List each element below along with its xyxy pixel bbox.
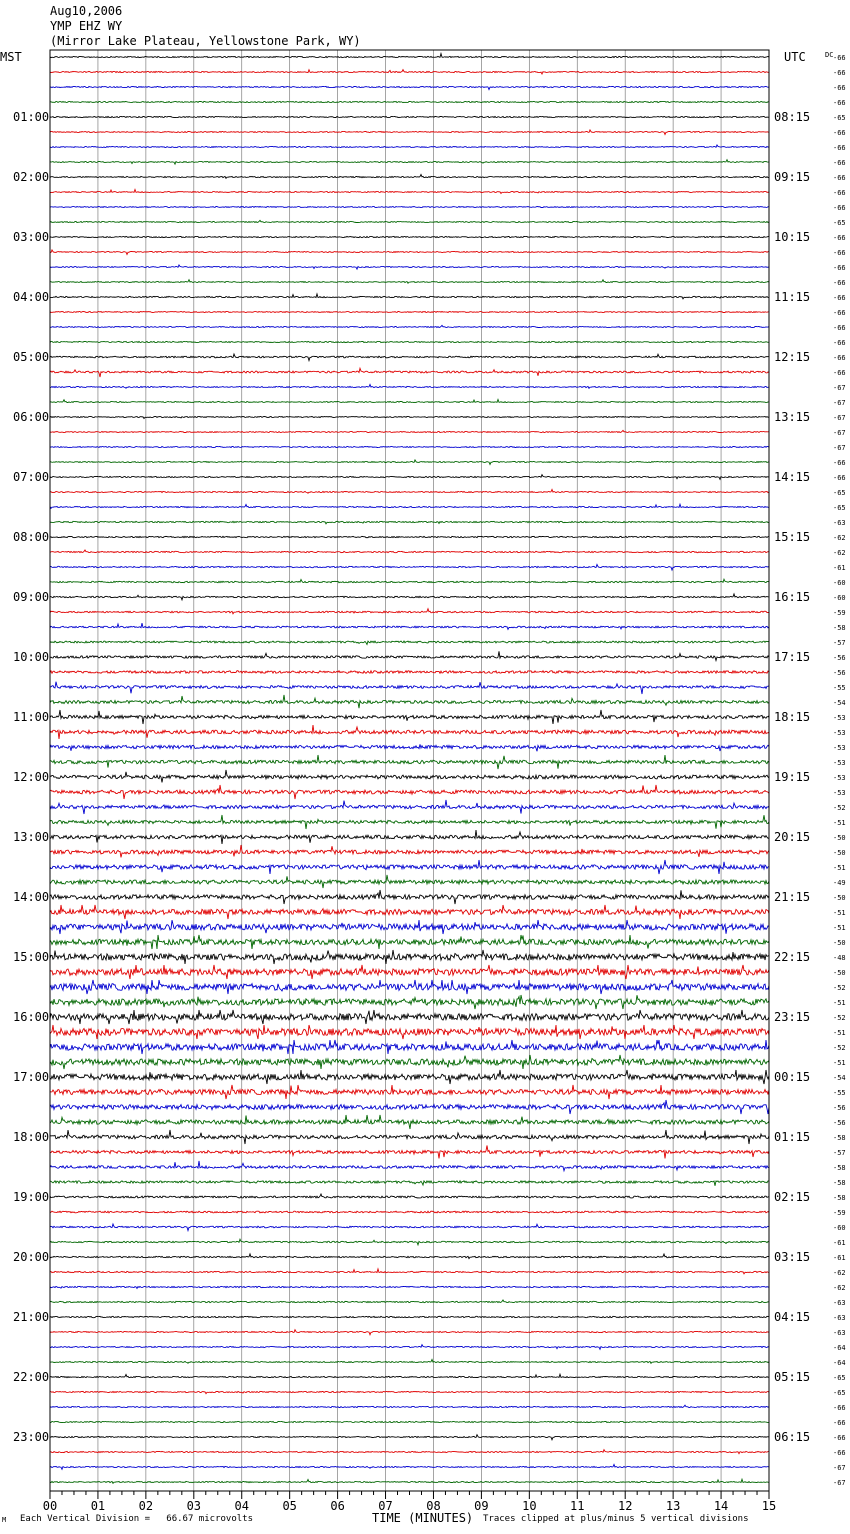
dc-offset-label: -53 <box>833 714 846 722</box>
seismic-trace <box>50 1345 769 1350</box>
seismic-trace <box>50 1359 769 1363</box>
seismic-trace <box>50 1145 769 1158</box>
dc-offset-label: -67 <box>833 429 846 437</box>
dc-offset-label: -66 <box>833 294 846 302</box>
dc-offset-label: -66 <box>833 324 846 332</box>
dc-offset-label: -66 <box>833 249 846 257</box>
mst-hour-label: 16:00 <box>13 1010 50 1024</box>
dc-offset-label: -66 <box>833 99 846 107</box>
dc-offset-label: -55 <box>833 1089 846 1097</box>
mst-hour-label: 17:00 <box>13 1070 50 1084</box>
dc-offset-label: -48 <box>833 954 846 962</box>
dc-offset-label: -61 <box>833 564 846 572</box>
dc-offset-label: -66 <box>833 1434 846 1442</box>
seismic-trace <box>50 368 769 377</box>
dc-offset-label: -51 <box>833 909 846 917</box>
x-tick-label: 05 <box>282 1499 297 1513</box>
dc-offset-label: -66 <box>833 279 846 287</box>
seismic-trace <box>50 504 769 508</box>
mst-hour-label: 18:00 <box>13 1130 50 1144</box>
utc-hour-label: 20:15 <box>774 830 811 844</box>
seismic-trace <box>50 1161 769 1171</box>
station-code: YMP EHZ WY <box>50 19 123 33</box>
dc-offset-label: -49 <box>833 879 846 887</box>
utc-hour-label: 00:15 <box>774 1070 811 1084</box>
seismic-trace <box>50 1224 769 1231</box>
mst-hour-label: 04:00 <box>13 290 50 304</box>
seismic-trace <box>50 190 769 194</box>
dc-offset-label: -66 <box>833 339 846 347</box>
seismic-trace <box>50 1194 769 1198</box>
seismic-trace <box>50 1286 769 1288</box>
mst-hour-label: 19:00 <box>13 1190 50 1204</box>
dc-offset-label: -67 <box>833 399 846 407</box>
dc-offset-label: -61 <box>833 1239 846 1247</box>
mst-hour-label: 08:00 <box>13 530 50 544</box>
seismic-trace <box>50 70 769 74</box>
x-tick-label: 07 <box>378 1499 393 1513</box>
seismic-trace <box>50 1269 769 1274</box>
seismic-trace <box>50 325 769 327</box>
seismic-trace <box>50 1405 769 1407</box>
mst-hour-label: 06:00 <box>13 410 50 424</box>
x-tick-label: 03 <box>186 1499 202 1513</box>
mst-hour-label: 22:00 <box>13 1370 50 1384</box>
utc-hour-label: 21:15 <box>774 890 811 904</box>
dc-offset-label: -65 <box>833 504 846 512</box>
seismic-trace <box>50 785 769 799</box>
x-tick-label: 06 <box>330 1499 345 1513</box>
scale-note: Each Vertical Division = 66.67 microvolts <box>20 1514 253 1524</box>
dc-offset-label: -54 <box>833 1074 846 1082</box>
seismic-trace <box>50 116 769 117</box>
dc-offset-label: -61 <box>833 1254 846 1262</box>
seismic-trace <box>50 623 769 629</box>
seismic-trace <box>50 294 769 299</box>
dc-offset-label: -53 <box>833 759 846 767</box>
utc-hour-label: 15:15 <box>774 530 811 544</box>
utc-hour-label: 09:15 <box>774 170 811 184</box>
dc-offset-label: -52 <box>833 1014 846 1022</box>
dc-offset-label: -57 <box>833 639 846 647</box>
dc-offset-label: -50 <box>833 939 846 947</box>
seismic-trace <box>50 354 769 361</box>
seismic-trace <box>50 671 769 674</box>
seismic-traces <box>50 54 769 1484</box>
station-location: (Mirror Lake Plateau, Yellowstone Park, WY) <box>50 34 361 48</box>
utc-hour-label: 19:15 <box>774 770 811 784</box>
seismic-trace <box>50 641 769 644</box>
utc-hour-label: 10:15 <box>774 230 811 244</box>
seismic-trace <box>50 206 769 207</box>
seismic-trace <box>50 965 769 979</box>
seismic-trace <box>50 1374 769 1378</box>
seismic-trace <box>50 1040 769 1054</box>
utc-hour-label: 05:15 <box>774 1370 811 1384</box>
seismic-trace <box>50 536 769 537</box>
seismic-trace <box>50 1479 769 1483</box>
x-axis <box>43 1491 776 1513</box>
seismic-trace <box>50 651 769 660</box>
seismic-trace <box>50 341 769 342</box>
seismic-trace <box>50 550 769 553</box>
seismic-trace <box>50 1085 769 1099</box>
dc-offset-label: -67 <box>833 444 846 452</box>
time-grid <box>98 50 721 1491</box>
dc-offset-label: -66 <box>833 69 846 77</box>
dc-offset-label: -50 <box>833 894 846 902</box>
dc-offset-label: -56 <box>833 1119 846 1127</box>
x-tick-label: 09 <box>474 1499 489 1513</box>
seismic-trace <box>50 875 769 888</box>
dc-offset-label: -63 <box>833 1314 846 1322</box>
utc-hour-label: 14:15 <box>774 470 811 484</box>
seismic-trace <box>50 594 769 600</box>
utc-hour-label: 13:15 <box>774 410 811 424</box>
seismic-trace <box>50 725 769 739</box>
dc-offset-label: -65 <box>833 489 846 497</box>
seismic-trace <box>50 609 769 614</box>
seismic-trace <box>50 101 769 102</box>
seismic-trace <box>50 1330 769 1335</box>
seismic-trace <box>50 174 769 178</box>
dc-offset-label: -59 <box>833 609 846 617</box>
left-axis-title: MST <box>0 50 22 64</box>
mst-hour-label: 23:00 <box>13 1430 50 1444</box>
seismic-trace <box>50 1316 769 1317</box>
dc-offset-label: -51 <box>833 999 846 1007</box>
dc-offset-label: -62 <box>833 549 846 557</box>
dc-offset-label: -51 <box>833 1059 846 1067</box>
dc-offset-label: -56 <box>833 1104 846 1112</box>
seismic-trace <box>50 1464 769 1469</box>
dc-offset-label: -67 <box>833 1479 846 1487</box>
seismic-trace <box>50 1239 769 1245</box>
seismic-trace <box>50 236 769 237</box>
dc-offset-label: -66 <box>833 84 846 92</box>
seismic-trace <box>50 460 769 465</box>
dc-offset-label: -53 <box>833 774 846 782</box>
seismic-trace <box>50 384 769 388</box>
utc-hour-label: 23:15 <box>774 1010 811 1024</box>
mst-hour-label: 20:00 <box>13 1250 50 1264</box>
dc-offset-label: -66 <box>833 1404 846 1412</box>
dc-offset-label: -66 <box>833 204 846 212</box>
seismic-trace <box>50 54 769 58</box>
mst-hour-label: 02:00 <box>13 170 50 184</box>
seismic-trace <box>50 1391 769 1393</box>
dc-offset-label: -55 <box>833 684 846 692</box>
mst-hour-label: 10:00 <box>13 650 50 664</box>
x-tick-label: 15 <box>761 1499 777 1513</box>
dc-offset-label: -58 <box>833 1164 846 1172</box>
seismic-trace <box>50 935 769 949</box>
seismic-trace <box>50 1211 769 1213</box>
mst-hour-label: 14:00 <box>13 890 50 904</box>
seismic-trace <box>50 1010 769 1024</box>
dc-offset-label: -62 <box>833 1284 846 1292</box>
seismic-trace <box>50 1070 769 1084</box>
dc-offset-label: -62 <box>833 534 846 542</box>
seismic-trace <box>50 311 769 312</box>
dc-offset-label: -59 <box>833 1209 846 1217</box>
seismic-trace <box>50 1300 769 1303</box>
dc-offset-label: -65 <box>833 1389 846 1397</box>
mst-hour-label: 13:00 <box>13 830 50 844</box>
seismic-trace <box>50 130 769 135</box>
mst-hour-label: 11:00 <box>13 710 50 724</box>
dc-offset-label: -50 <box>833 969 846 977</box>
x-tick-label: 14 <box>713 1499 729 1513</box>
dc-offset-label: -66 <box>833 129 846 137</box>
dc-offset-label: -52 <box>833 1044 846 1052</box>
utc-hour-label: 17:15 <box>774 650 811 664</box>
seismic-trace <box>50 400 769 403</box>
seismic-trace <box>50 950 769 964</box>
utc-hour-label: 06:15 <box>774 1430 811 1444</box>
dc-offset-label: -66 <box>833 189 846 197</box>
seismic-trace <box>50 1435 769 1440</box>
seismic-trace <box>50 920 769 934</box>
seismic-trace <box>50 145 769 148</box>
mst-hour-label: 09:00 <box>13 590 50 604</box>
seismic-trace <box>50 1115 769 1129</box>
dc-offset-label: -51 <box>833 819 846 827</box>
dc-offset-label: -56 <box>833 654 846 662</box>
utc-hour-label: 18:15 <box>774 710 811 724</box>
seismic-trace <box>50 890 769 904</box>
seismic-trace <box>50 446 769 447</box>
mst-hour-label: 01:00 <box>13 110 50 124</box>
dc-offset-label: -67 <box>833 384 846 392</box>
dc-offset-label: -53 <box>833 789 846 797</box>
seismic-trace <box>50 830 769 844</box>
dc-offset-label: -65 <box>833 219 846 227</box>
dc-offset-label: -64 <box>833 1359 846 1367</box>
seismic-trace <box>50 744 769 751</box>
seismic-trace <box>50 1025 769 1039</box>
seismic-trace <box>50 1181 769 1186</box>
dc-offset-label: -52 <box>833 984 846 992</box>
x-tick-label: 12 <box>617 1499 633 1513</box>
dc-offset-label: -66 <box>833 459 846 467</box>
corner-mark: M <box>2 1516 7 1524</box>
dc-offset-label: -62 <box>833 1269 846 1277</box>
seismic-trace <box>50 755 769 769</box>
utc-hour-label: 08:15 <box>774 110 811 124</box>
x-tick-label: 01 <box>90 1499 106 1513</box>
utc-hour-label: 11:15 <box>774 290 811 304</box>
dc-offset-label: -63 <box>833 519 846 527</box>
seismic-trace <box>50 220 769 222</box>
seismic-trace <box>50 579 769 583</box>
dc-offset-label: -66 <box>833 1419 846 1427</box>
x-tick-label: 02 <box>138 1499 154 1513</box>
dc-offset-label: -60 <box>833 579 846 587</box>
seismic-trace <box>50 995 769 1009</box>
plot-frame <box>50 50 769 1491</box>
seismic-trace <box>50 1450 769 1454</box>
dc-offset-label: -57 <box>833 1149 846 1157</box>
seismic-trace <box>50 160 769 164</box>
seismic-trace <box>50 770 769 782</box>
dc-offset-label: -66 <box>833 174 846 182</box>
seismic-trace <box>50 1421 769 1422</box>
dc-offset-label: -66 <box>833 234 846 242</box>
dc-offset-label: -58 <box>833 1194 846 1202</box>
seismic-trace <box>50 1254 769 1259</box>
seismic-trace <box>50 489 769 493</box>
mst-hour-label: 15:00 <box>13 950 50 964</box>
dc-offset-label: -64 <box>833 1344 846 1352</box>
dc-offset-label: -66 <box>833 54 846 62</box>
seismic-trace <box>50 430 769 432</box>
utc-hour-label: 01:15 <box>774 1130 811 1144</box>
dc-offset-label: -53 <box>833 744 846 752</box>
seismic-trace <box>50 815 769 829</box>
dc-offset-label: -58 <box>833 1179 846 1187</box>
dc-offset-label: -66 <box>833 369 846 377</box>
dc-offset-label: -67 <box>833 1464 846 1472</box>
mst-hour-label: 05:00 <box>13 350 50 364</box>
mst-hour-label: 21:00 <box>13 1310 50 1324</box>
dc-offset-label: -63 <box>833 1329 846 1337</box>
seismic-trace <box>50 905 769 919</box>
x-tick-label: 08 <box>426 1499 441 1513</box>
dc-offset-label: -63 <box>833 1299 846 1307</box>
seismic-trace <box>50 980 769 994</box>
dc-offset-label: -66 <box>833 264 846 272</box>
seismic-trace <box>50 521 769 524</box>
utc-hour-label: 02:15 <box>774 1190 811 1204</box>
seismic-trace <box>50 1100 769 1114</box>
mst-hour-label: 03:00 <box>13 230 50 244</box>
utc-hour-label: 03:15 <box>774 1250 811 1264</box>
seismic-trace <box>50 710 769 724</box>
dc-offset-label: -60 <box>833 594 846 602</box>
seismic-trace <box>50 682 769 694</box>
dc-offset-label: -51 <box>833 924 846 932</box>
x-axis-title: TIME (MINUTES) <box>372 1511 474 1525</box>
seismic-trace <box>50 695 769 708</box>
dc-offset-label: -65 <box>833 1374 846 1382</box>
x-tick-label: 10 <box>522 1499 537 1513</box>
dc-offset-label: -54 <box>833 699 846 707</box>
utc-hour-label: 22:15 <box>774 950 811 964</box>
dc-offset-label: -66 <box>833 1449 846 1457</box>
utc-hour-label: 04:15 <box>774 1310 811 1324</box>
seismic-trace <box>50 250 769 255</box>
seismic-trace <box>50 860 769 874</box>
dc-offset-label: -60 <box>833 1224 846 1232</box>
seismic-trace <box>50 86 769 89</box>
clip-note: Traces clipped at plus/minus 5 vertical divisions <box>483 1514 749 1524</box>
seismic-trace <box>50 475 769 480</box>
x-tick-label: 00 <box>42 1499 58 1513</box>
x-tick-label: 04 <box>234 1499 249 1513</box>
seismic-trace <box>50 1130 769 1144</box>
mst-hour-label: 07:00 <box>13 470 50 484</box>
seismic-trace <box>50 1055 769 1069</box>
dc-offset-label: -51 <box>833 864 846 872</box>
seismic-trace <box>50 564 769 570</box>
dc-offset-label: -66 <box>833 309 846 317</box>
right-axis-title: UTC <box>784 50 806 64</box>
seismic-trace <box>50 800 769 814</box>
mst-hour-label: 12:00 <box>13 770 50 784</box>
seismic-trace <box>50 416 769 418</box>
dc-offset-label: -58 <box>833 624 846 632</box>
dc-offset-label: -66 <box>833 354 846 362</box>
dc-offset-label: -66 <box>833 474 846 482</box>
utc-hour-label: 12:15 <box>774 350 811 364</box>
seismic-trace <box>50 265 769 269</box>
dc-offset-label: -52 <box>833 804 846 812</box>
chart-date: Aug10,2006 <box>50 4 123 18</box>
x-tick-label: 13 <box>665 1499 681 1513</box>
dc-offset-label: -67 <box>833 414 846 422</box>
dc-offset-label: -53 <box>833 729 846 737</box>
seismic-trace <box>50 845 769 857</box>
dc-offset-label: -50 <box>833 834 846 842</box>
x-tick-label: 11 <box>570 1499 585 1513</box>
dc-offset-label: -58 <box>833 1134 846 1142</box>
dc-offset-label: -65 <box>833 114 846 122</box>
dc-offset-label: -50 <box>833 849 846 857</box>
seismic-trace <box>50 280 769 284</box>
dc-label: DC <box>825 51 834 59</box>
dc-offset-label: -56 <box>833 669 846 677</box>
utc-hour-label: 16:15 <box>774 590 811 604</box>
dc-offset-label: -66 <box>833 159 846 167</box>
dc-offset-label: -66 <box>833 144 846 152</box>
dc-offset-label: -51 <box>833 1029 846 1037</box>
